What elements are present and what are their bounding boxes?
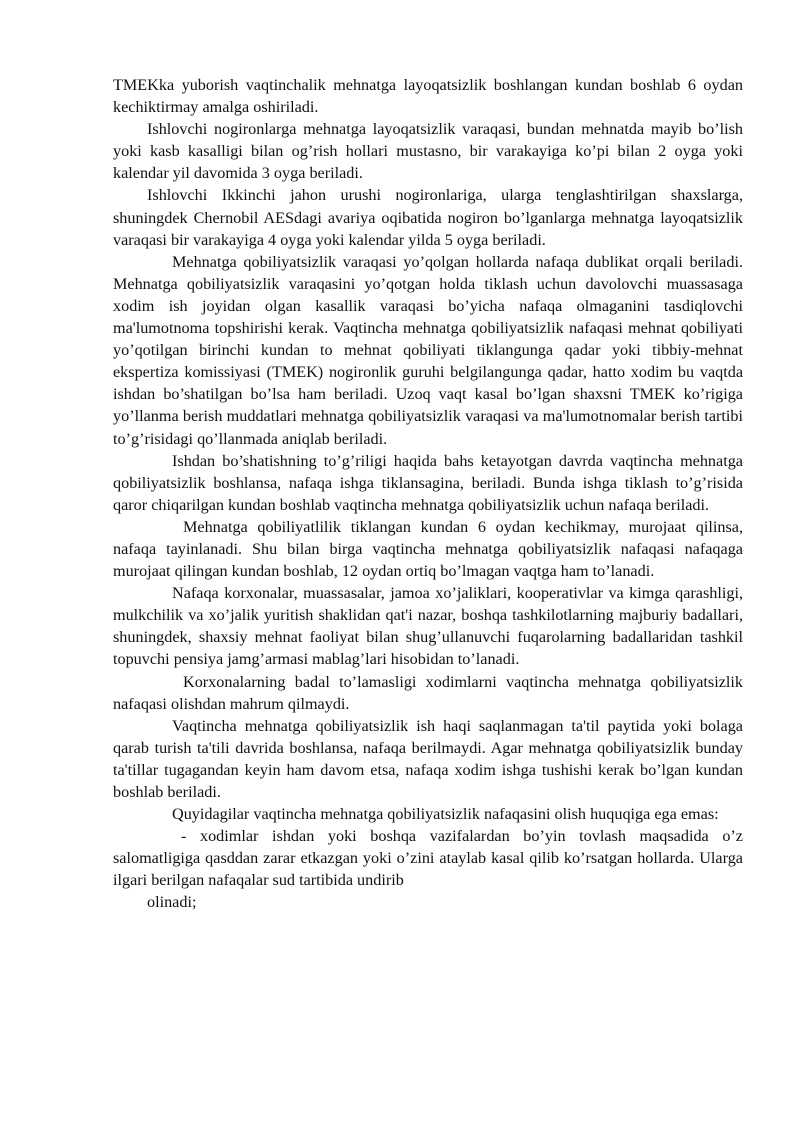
paragraph: Vaqtincha mehnatga qobiliyatsizlik ish haqi saqlanmagan ta'til paytida yoki bolaga qarab turish ta'tili davrida boshlansa, nafaqa berilmaydi. Agar mehnatga qobiliyatsizlik bunday ta'tillar tugagandan keyin ham davom etsa, nafaqa xodim ishga tushishi kerak bo’lgan kundan boshlab beriladi.: [113, 716, 743, 801]
paragraph: Mehnatga qobiliyatsizlik varaqasi yo’qolgan hollarda nafaqa dublikat orqali beriladi. Mehnatga qobiliyatsizlik varaqasini yo’qotgan holda tiklash uchun davolovchi muassasaga xodim ish joyidan olgan kasallik varaqasi bo’yicha nafaqa olmaganini tasdiqlovchi ma'lumotnoma topshirishi kerak. Vaqtincha mehnatga qobiliyatsizlik nafaqasi mehnat qobiliyati yo’qotilgan birinchi kundan to mehnat qobiliyati tiklangunga qadar yoki tibbiy-mehnat ekspertiza komissiyasi (TMEK) nogironlik guruhi belgilangunga qadar, hatto xodim bu vaqtda ishdan bo’shatilgan bo’lsa ham beriladi. Uzoq vaqt kasal bo’lgan shaxsni TMEK ko’rigiga yo’llanma berish muddatlari mehnatga qobiliyatsizlik varaqasi va ma'lumotnomalar berish tartibi to’g’risidagi qo’llanmada aniqlab beriladi.: [113, 252, 743, 448]
paragraph: TMEKka yuborish vaqtinchalik mehnatga layoqatsizlik boshlangan kundan boshlab 6 oydan kechiktirmay amalga oshiriladi.: [113, 76, 743, 117]
paragraph: Mehnatga qobiliyatlilik tiklangan kundan 6 oydan kechikmay, murojaat qilinsa, nafaqa tayinlanadi. Shu bilan birga vaqtincha mehnatga qobiliyatsizlik nafaqasi nafaqaga murojaat qilingan kundan boshlab, 12 oydan ortiq bo’lmagan vaqtga ham to’lanadi.: [113, 517, 743, 581]
paragraph: Korxonalarning badal to’lamasligi xodimlarni vaqtincha mehnatga qobiliyatsizlik nafaqasi olishdan mahrum qilmaydi.: [113, 672, 743, 713]
paragraph: Ishdan bo’shatishning to’g’riligi haqida bahs ketayotgan davrda vaqtincha mehnatga qobiliyatsizlik boshlansa, nafaqa ishga tiklansagina, beriladi. Bunda ishga tiklash to’g’risida qaror chiqarilgan kundan boshlab vaqtincha mehnatga qobiliyatsizlik uchun nafaqa beriladi.: [113, 451, 743, 514]
paragraph-continuation: olinadi;: [147, 893, 197, 912]
paragraph: Ishlovchi nogironlarga mehnatga layoqatsizlik varaqasi, bundan mehnatda mayib bo’lish yoki kasb kasalligi bilan og’rish hollari mustasno, bir varakayiga ko’pi bilan 2 oyga yoki kalendar yil davomida 3 oyga beriladi.: [113, 120, 743, 183]
paragraph: Ishlovchi Ikkinchi jahon urushi nogironlariga, ularga tenglashtirilgan shaxslarga, shuningdek Chernobil AESdagi avariya oqibatida nogiron bo’lganlarga mehnatga layoqatsizlik varaqasi bir varakayiga 4 oyga yoki kalendar yilda 5 oyga beriladi.: [113, 186, 743, 249]
list-item: - xodimlar ishdan yoki boshqa vazifalardan bo’yin tovlash maqsadida o’z salomatligiga qasddan zarar etkazgan yoki o’zini ataylab kasal qilib ko’rsatgan hollarda. Ularga ilgari berilgan nafaqalar sud tartibida undirib: [113, 827, 743, 890]
document-page: [113, 74, 743, 914]
paragraph: Quyidagilar vaqtincha mehnatga qobiliyatsizlik nafaqasini olish huquqiga ega emas:: [172, 805, 719, 824]
paragraph: Nafaqa korxonalar, muassasalar, jamoa xo’jaliklari, kooperativlar va kimga qarashligi, mulkchilik va xo’jalik yuritish shaklidan qat'i nazar, boshqa tashkilotlarning majburiy badallari, shuningdek, shaxsiy mehnat faoliyat bilan shug’ullanuvchi fuqarolarning badallaridan tashkil topuvchi pensiya jamg’armasi mablag’lari hisobidan to’lanadi.: [113, 584, 743, 669]
